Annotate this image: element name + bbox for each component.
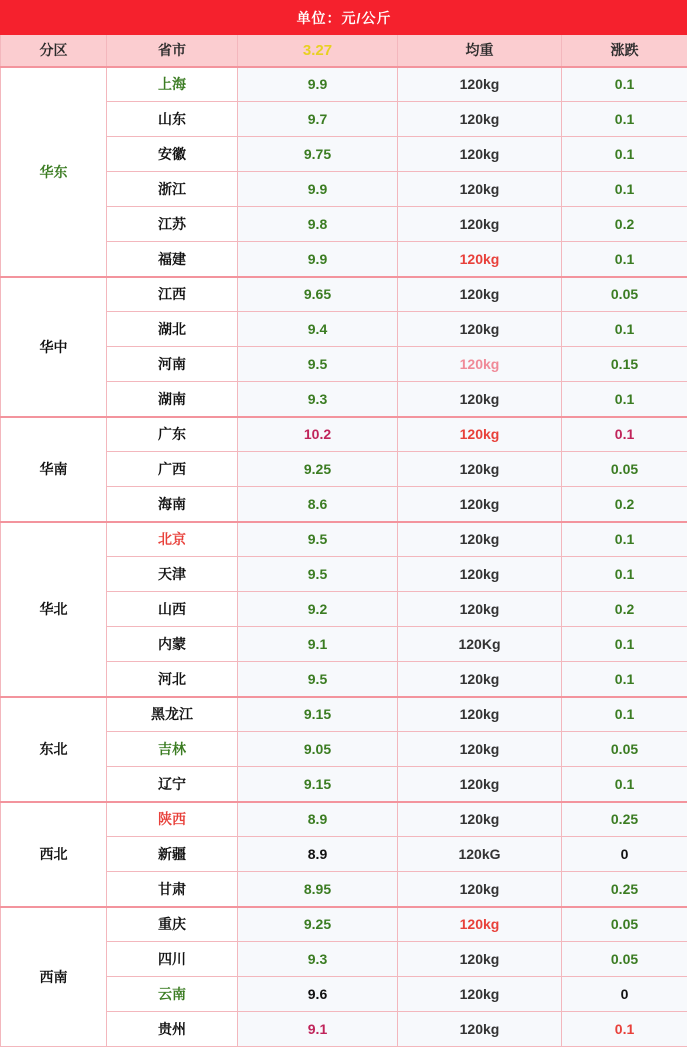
change-cell: 0.1 (562, 627, 687, 662)
price-cell: 9.9 (238, 172, 398, 207)
weight-cell: 120kG (398, 837, 562, 872)
change-cell: 0.25 (562, 872, 687, 907)
zone-cell: 东北 (1, 697, 107, 802)
change-cell: 0 (562, 977, 687, 1012)
unit-label: 单位：元/公斤 (1, 1, 687, 35)
price-cell: 9.2 (238, 592, 398, 627)
price-cell: 9.15 (238, 767, 398, 802)
province-cell: 浙江 (107, 172, 238, 207)
price-cell: 10.2 (238, 417, 398, 452)
header-row (1, 35, 687, 67)
price-cell: 9.15 (238, 697, 398, 732)
change-cell: 0.1 (562, 557, 687, 592)
change-cell: 0.05 (562, 452, 687, 487)
price-cell: 9.3 (238, 942, 398, 977)
weight-cell: 120kg (398, 767, 562, 802)
weight-cell: 120kg (398, 802, 562, 837)
price-cell: 9.1 (238, 627, 398, 662)
zone-cell: 华东 (1, 67, 107, 277)
price-cell: 9.5 (238, 347, 398, 382)
weight-cell: 120kg (398, 977, 562, 1012)
price-cell: 9.6 (238, 977, 398, 1012)
zone-cell: 西北 (1, 802, 107, 907)
weight-cell: 120kg (398, 522, 562, 557)
table-row (1, 907, 687, 942)
price-cell: 9.05 (238, 732, 398, 767)
price-cell: 9.9 (238, 67, 398, 102)
change-cell: 0.1 (562, 102, 687, 137)
change-cell: 0.1 (562, 137, 687, 172)
weight-cell: 120kg (398, 1012, 562, 1047)
price-cell: 9.4 (238, 312, 398, 347)
table-row (1, 522, 687, 557)
province-cell: 广西 (107, 452, 238, 487)
change-cell: 0.1 (562, 697, 687, 732)
province-cell: 四川 (107, 942, 238, 977)
weight-cell: 120kg (398, 102, 562, 137)
province-cell: 河北 (107, 662, 238, 697)
change-cell: 0.1 (562, 67, 687, 102)
weight-cell: 120kg (398, 697, 562, 732)
price-cell: 9.8 (238, 207, 398, 242)
province-cell: 上海 (107, 67, 238, 102)
header-zone: 分区 (1, 35, 107, 67)
province-cell: 重庆 (107, 907, 238, 942)
price-cell: 9.25 (238, 452, 398, 487)
weight-cell: 120kg (398, 207, 562, 242)
weight-cell: 120kg (398, 907, 562, 942)
change-cell: 0.25 (562, 802, 687, 837)
price-cell: 8.95 (238, 872, 398, 907)
province-cell: 内蒙 (107, 627, 238, 662)
province-cell: 海南 (107, 487, 238, 522)
weight-cell: 120kg (398, 277, 562, 312)
price-cell: 9.1 (238, 1012, 398, 1047)
change-cell: 0.1 (562, 172, 687, 207)
province-cell: 贵州 (107, 1012, 238, 1047)
weight-cell: 120Kg (398, 627, 562, 662)
unit-banner-row (1, 1, 687, 35)
province-cell: 新疆 (107, 837, 238, 872)
province-cell: 湖北 (107, 312, 238, 347)
province-cell: 陕西 (107, 802, 238, 837)
province-cell: 江苏 (107, 207, 238, 242)
change-cell: 0.1 (562, 312, 687, 347)
weight-cell: 120kg (398, 312, 562, 347)
weight-cell: 120kg (398, 67, 562, 102)
header-weight: 均重 (398, 35, 562, 67)
province-cell: 福建 (107, 242, 238, 277)
change-cell: 0.1 (562, 382, 687, 417)
table-row (1, 802, 687, 837)
province-cell: 山西 (107, 592, 238, 627)
price-cell: 9.7 (238, 102, 398, 137)
zone-cell: 华南 (1, 417, 107, 522)
header-province: 省市 (107, 35, 238, 67)
change-cell: 0.05 (562, 907, 687, 942)
weight-cell: 120kg (398, 487, 562, 522)
change-cell: 0.2 (562, 207, 687, 242)
province-cell: 吉林 (107, 732, 238, 767)
province-cell: 河南 (107, 347, 238, 382)
price-cell: 8.9 (238, 802, 398, 837)
weight-cell: 120kg (398, 872, 562, 907)
change-cell: 0.05 (562, 942, 687, 977)
weight-cell: 120kg (398, 242, 562, 277)
table-row (1, 67, 687, 102)
province-cell: 江西 (107, 277, 238, 312)
price-cell: 9.5 (238, 522, 398, 557)
weight-cell: 120kg (398, 557, 562, 592)
weight-cell: 120kg (398, 662, 562, 697)
province-cell: 云南 (107, 977, 238, 1012)
price-cell: 9.25 (238, 907, 398, 942)
weight-cell: 120kg (398, 137, 562, 172)
weight-cell: 120kg (398, 592, 562, 627)
province-cell: 黑龙江 (107, 697, 238, 732)
province-cell: 山东 (107, 102, 238, 137)
change-cell: 0.1 (562, 662, 687, 697)
province-cell: 北京 (107, 522, 238, 557)
price-cell: 9.5 (238, 557, 398, 592)
weight-cell: 120kg (398, 732, 562, 767)
change-cell: 0.05 (562, 732, 687, 767)
change-cell: 0 (562, 837, 687, 872)
change-cell: 0.2 (562, 487, 687, 522)
price-cell: 9.75 (238, 137, 398, 172)
price-cell: 9.5 (238, 662, 398, 697)
province-cell: 安徽 (107, 137, 238, 172)
weight-cell: 120kg (398, 347, 562, 382)
change-cell: 0.05 (562, 277, 687, 312)
change-cell: 0.1 (562, 522, 687, 557)
header-change: 涨跌 (562, 35, 687, 67)
province-cell: 湖南 (107, 382, 238, 417)
table-body (1, 1, 687, 1047)
province-cell: 天津 (107, 557, 238, 592)
weight-cell: 120kg (398, 172, 562, 207)
price-cell: 8.9 (238, 837, 398, 872)
province-cell: 甘肃 (107, 872, 238, 907)
weight-cell: 120kg (398, 417, 562, 452)
zone-cell: 西南 (1, 907, 107, 1047)
change-cell: 0.2 (562, 592, 687, 627)
weight-cell: 120kg (398, 942, 562, 977)
weight-cell: 120kg (398, 452, 562, 487)
province-cell: 广东 (107, 417, 238, 452)
header-date: 3.27 (238, 35, 398, 67)
province-cell: 辽宁 (107, 767, 238, 802)
change-cell: 0.1 (562, 767, 687, 802)
price-cell: 8.6 (238, 487, 398, 522)
change-cell: 0.15 (562, 347, 687, 382)
table-row (1, 697, 687, 732)
price-cell: 9.9 (238, 242, 398, 277)
change-cell: 0.1 (562, 417, 687, 452)
zone-cell: 华中 (1, 277, 107, 417)
table-row (1, 417, 687, 452)
change-cell: 0.1 (562, 1012, 687, 1047)
change-cell: 0.1 (562, 242, 687, 277)
zone-cell: 华北 (1, 522, 107, 697)
weight-cell: 120kg (398, 382, 562, 417)
price-cell: 9.65 (238, 277, 398, 312)
price-cell: 9.3 (238, 382, 398, 417)
table-row (1, 277, 687, 312)
